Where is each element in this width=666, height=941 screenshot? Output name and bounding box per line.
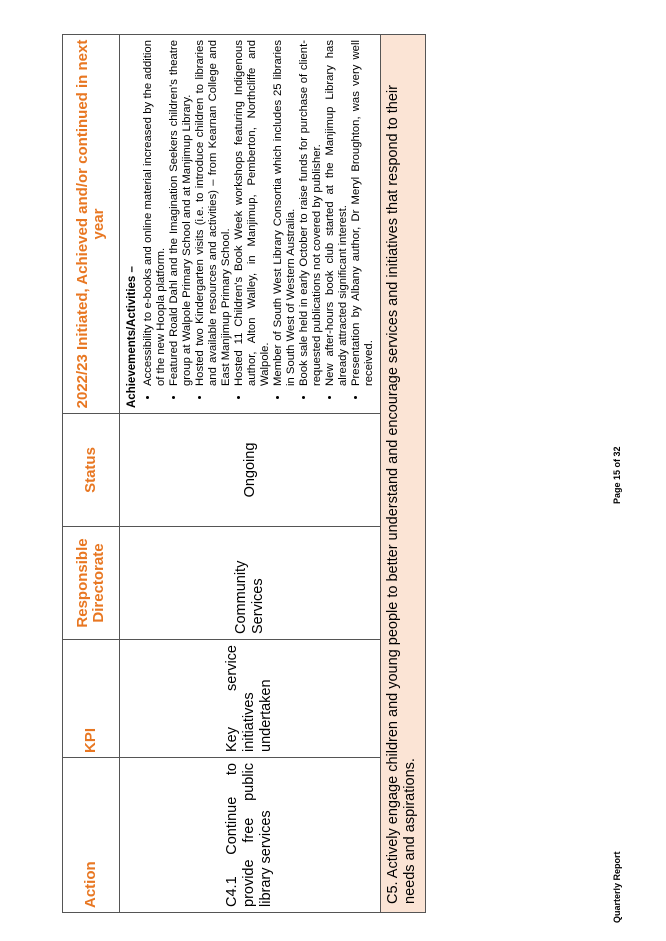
header-directorate: Responsible Directorate	[63, 527, 120, 640]
table-header-row	[63, 35, 120, 913]
status-cell: Ongoing	[120, 414, 381, 527]
directorate-cell: Community Services	[120, 527, 381, 640]
footer-page-number: Page 15 of 32	[612, 446, 622, 504]
section-band-c5: C5. Actively engage children and young people to better understand and encourage services and initiatives that respond to their needs and aspirations.	[380, 35, 425, 913]
footer-report-title: Quarterly Report	[612, 851, 622, 923]
kpi-cell: Key service initiatives undertaken	[120, 640, 381, 758]
header-progress: 2022/23 Initiated, Achieved and/or continued in next year	[63, 35, 120, 414]
header-status: Status	[63, 414, 120, 527]
list-item: • Featured Roald Dahl and the Imagination Seekers children's theatre group at Walpole Primary School and at Manjimup Library.	[168, 40, 194, 386]
action-plan-table	[62, 34, 426, 913]
list-item: • Hosted 11 Children's Book Week workshops featuring Indigenous author, Alton Walley, in Manjimup, Pemberton, Northcliffe and Walpole.	[233, 40, 272, 386]
header-action: Action	[63, 758, 120, 913]
achievements-list	[142, 40, 376, 408]
list-item: • Accessibility to e-books and online material increased by the addition of the new Hoopla platform.	[142, 40, 168, 386]
achievements-heading: Achievements/Activities –	[126, 266, 138, 408]
section-band-row	[380, 35, 425, 913]
action-cell: C4.1 Continue to provide free public library services	[120, 758, 381, 913]
list-item: • New after-hours book club started at the Manjimup Library has already attracted significant interest.	[324, 40, 350, 386]
header-kpi: KPI	[63, 640, 120, 758]
achievements-cell	[120, 35, 381, 414]
list-item: • Member of South West Library Consortia which includes 25 libraries in South West of Western Australia.	[272, 40, 298, 386]
list-item: • Hosted two Kindergarten visits (i.e. to introduce children to libraries and available resources and activities) – from Kearnan College and East Manjimup Primary School.	[194, 40, 233, 386]
list-item: • Presentation by Albany author, Dr Meryl Broughton, was very well received.	[350, 40, 376, 386]
list-item: • Book sale held in early October to raise funds for purchase of client-requested publications not covered by publisher.	[298, 40, 324, 386]
table-row	[120, 35, 381, 913]
